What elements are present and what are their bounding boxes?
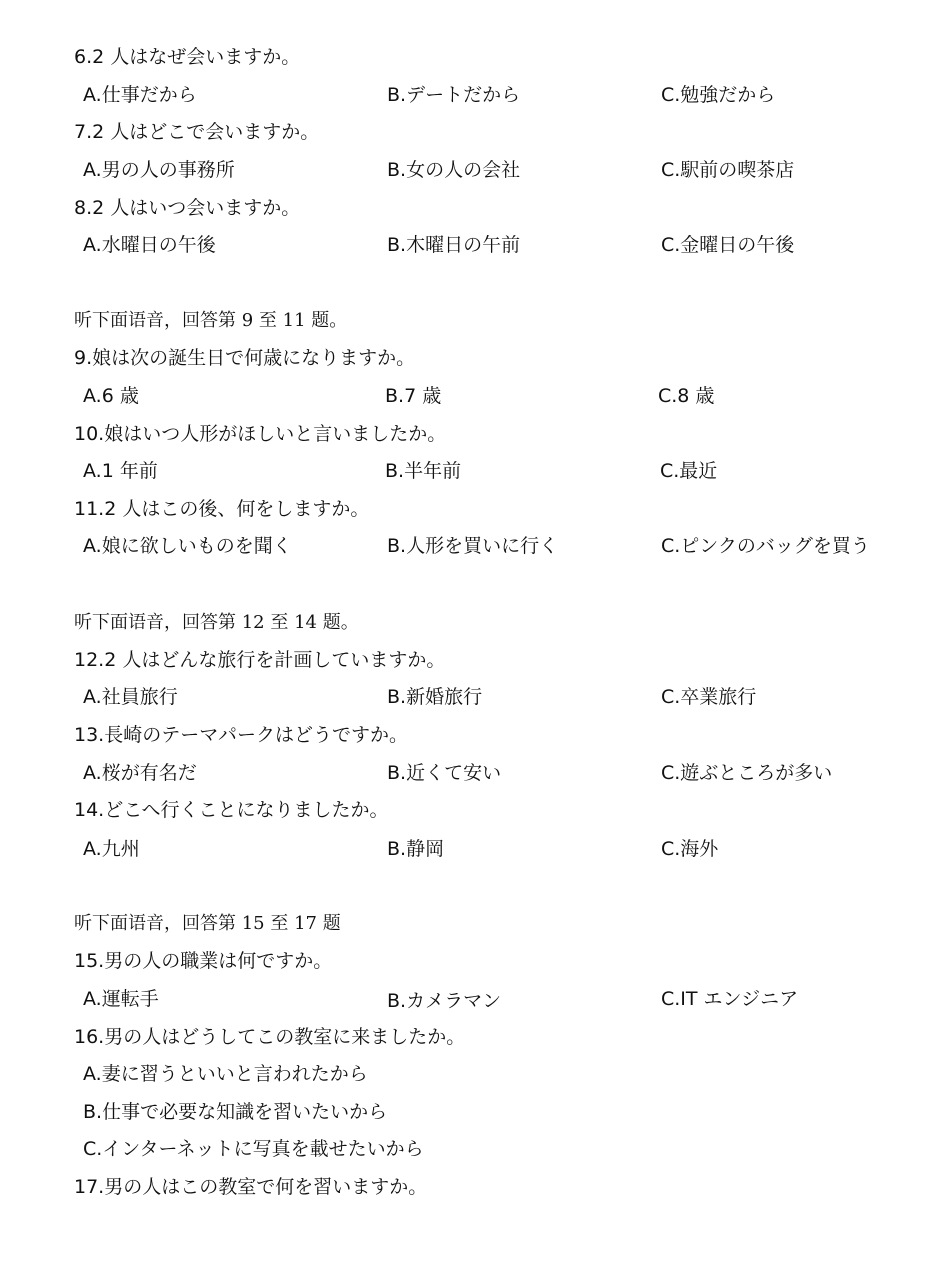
option-c: C.最近 xyxy=(660,460,718,482)
option-c: C.金曜日の午後 xyxy=(661,234,795,256)
options-12 xyxy=(0,684,950,710)
option-b: B.半年前 xyxy=(385,460,462,482)
options-7 xyxy=(0,157,950,183)
option-a: A.九州 xyxy=(83,838,140,860)
question-11: 11.2 人はこの後、何をしますか。 xyxy=(74,498,370,520)
option-a: A.1 年前 xyxy=(83,460,158,482)
question-17: 17.男の人はこの教室で何を習いますか。 xyxy=(74,1176,428,1198)
option-b: B.近くて安い xyxy=(387,762,502,784)
option-b: B.人形を買いに行く xyxy=(387,535,559,557)
option-a: A.娘に欲しいものを聞く xyxy=(83,535,292,557)
option-b: B.静岡 xyxy=(387,838,445,860)
question-9: 9.娘は次の誕生日で何歳になりますか。 xyxy=(74,347,416,369)
options-14 xyxy=(0,836,950,862)
option-c: C.勉強だから xyxy=(661,84,776,106)
options-8 xyxy=(0,232,950,258)
option-a: A.桜が有名だ xyxy=(83,762,197,784)
option-b: B.仕事で必要な知識を習いたいから xyxy=(83,1101,388,1123)
option-c: C.インターネットに写真を載せたいから xyxy=(83,1138,424,1160)
option-c: C.ピンクのバッグを買う xyxy=(661,535,870,557)
option-a: A.6 歳 xyxy=(83,385,139,407)
option-c: C.卒業旅行 xyxy=(661,686,757,708)
section-heading: 听下面语音，回答第 12 至 14 题。 xyxy=(74,612,359,633)
option-b: B.7 歳 xyxy=(385,385,442,407)
question-7: 7.2 人はどこで会いますか。 xyxy=(74,121,320,143)
question-13: 13.長崎のテーマパークはどうですか。 xyxy=(74,724,409,746)
option-a: A.社員旅行 xyxy=(83,686,178,708)
question-10: 10.娘はいつ人形がほしいと言いましたか。 xyxy=(74,423,447,445)
options-10 xyxy=(0,458,950,484)
option-b: B.デートだから xyxy=(387,84,521,106)
option-a: A.運転手 xyxy=(83,988,159,1010)
section-heading: 听下面语音，回答第 15 至 17 题 xyxy=(74,913,341,934)
section-heading: 听下面语音，回答第 9 至 11 题。 xyxy=(74,310,348,331)
option-b: B.木曜日の午前 xyxy=(387,234,521,256)
question-14: 14.どこへ行くことになりましたか。 xyxy=(74,799,389,821)
options-6 xyxy=(0,82,950,108)
option-c: C.遊ぶところが多い xyxy=(661,762,833,784)
option-a: A.仕事だから xyxy=(83,84,197,106)
option-c: C.駅前の喫茶店 xyxy=(661,159,795,181)
option-c: C.IT エンジニア xyxy=(661,988,799,1010)
option-c: C.8 歳 xyxy=(658,385,715,407)
question-12: 12.2 人はどんな旅行を計画していますか。 xyxy=(74,649,446,671)
option-b: B.カメラマン xyxy=(387,990,502,1012)
option-b: B.女の人の会社 xyxy=(387,159,521,181)
options-13 xyxy=(0,760,950,786)
option-a: A.男の人の事務所 xyxy=(83,159,235,181)
option-c: C.海外 xyxy=(661,838,719,860)
options-11 xyxy=(0,533,950,559)
options-9 xyxy=(0,383,950,409)
question-8: 8.2 人はいつ会いますか。 xyxy=(74,197,301,219)
option-a: A.水曜日の午後 xyxy=(83,234,216,256)
option-a: A.妻に習うといいと言われたから xyxy=(83,1063,368,1085)
question-16: 16.男の人はどうしてこの教室に来ましたか。 xyxy=(74,1026,466,1048)
question-15: 15.男の人の職業は何ですか。 xyxy=(74,950,333,972)
option-b: B.新婚旅行 xyxy=(387,686,483,708)
options-15 xyxy=(0,986,950,1012)
question-6: 6.2 人はなぜ会いますか。 xyxy=(74,46,301,68)
